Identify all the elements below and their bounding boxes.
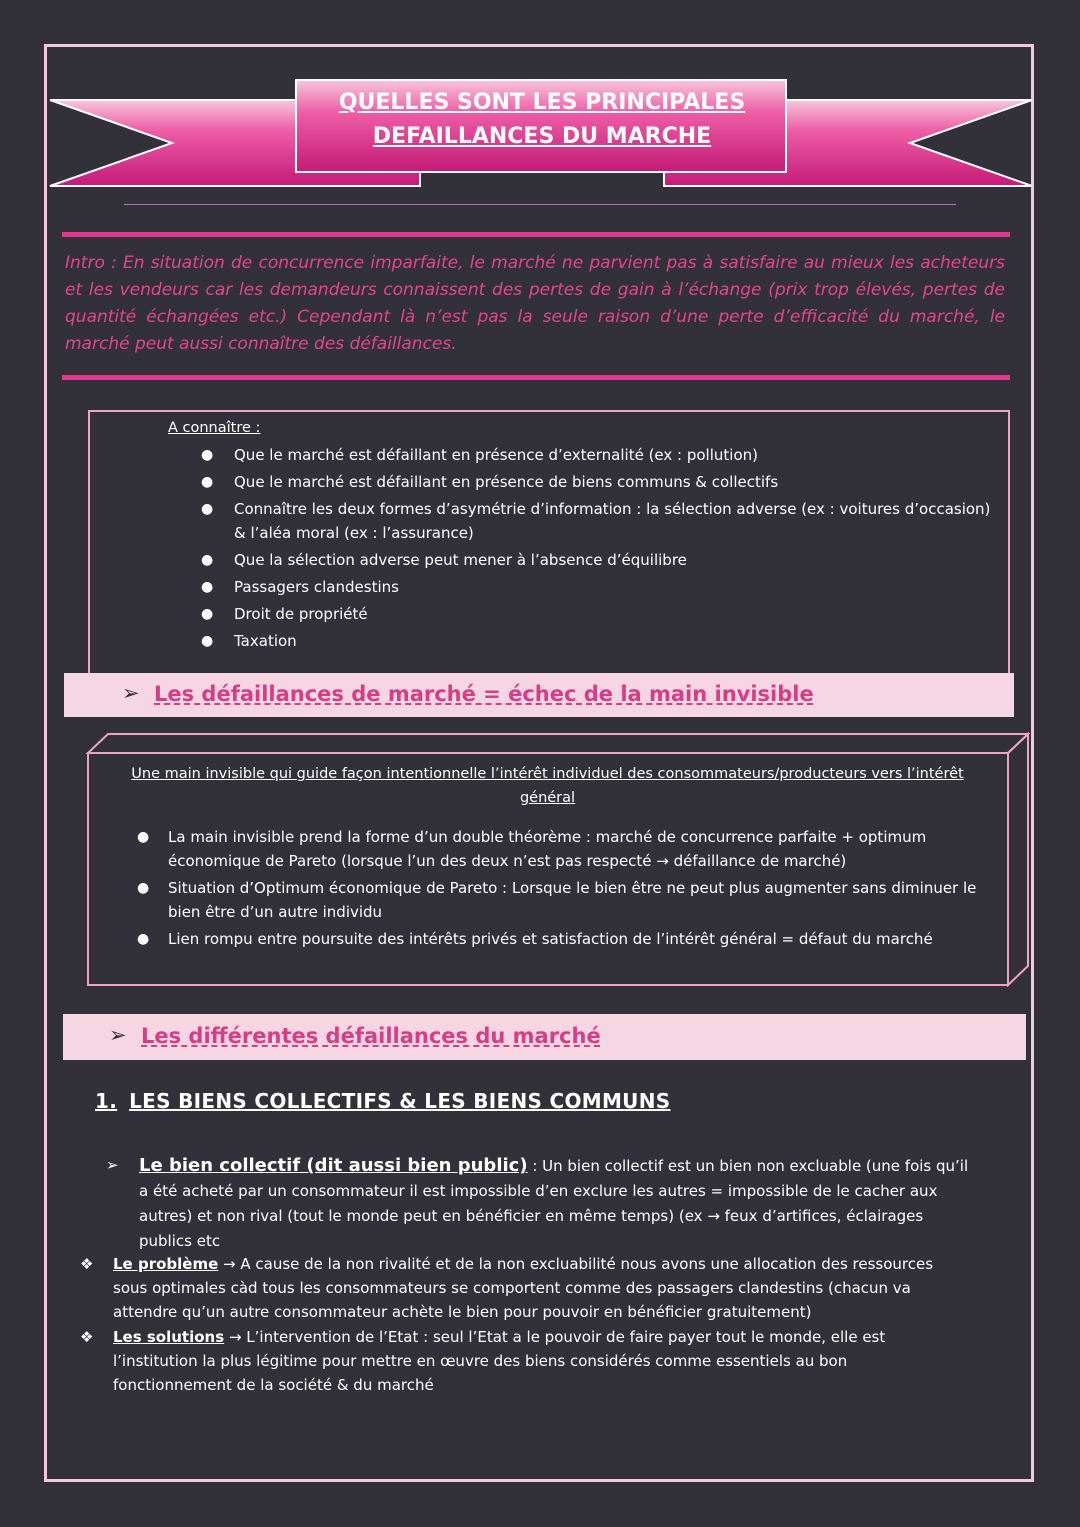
page-title: QUELLES SONT LES PRINCIPALES DEFAILLANCES DU MARCHE	[338, 90, 746, 149]
diamond-bullet-icon: ❖	[80, 1328, 94, 1346]
section-heading-label: Les différentes défaillances du marché	[141, 1024, 601, 1048]
list-item: ● Passagers clandestins	[201, 578, 399, 596]
list-item: ● Lien rompu entre poursuite des intérêts privés et satisfaction de l’intérêt général = défaut du marché	[137, 930, 933, 948]
part-title: 1. LES BIENS COLLECTIFS & LES BIENS COMMUNS	[95, 1089, 671, 1113]
diamond-bullet-icon: ❖	[80, 1255, 94, 1273]
probleme-item: ❖ Le problème → A cause de la non rivalité et de la non excluabilité nous avons une allocation des ressources sous optimales càd tous les consommateurs se comportent comme des passagers clandestins (chacun va attendre qu’un autre consommateur achète le bien pour pouvoir en bénéficier gratuitement)	[113, 1252, 969, 1324]
bien-collectif-definition: ➢ Le bien collectif (dit aussi bien public) : Un bien collectif est un bien non excluable (une fois qu’il a été acheté par un consommateur il est impossible d’en exclure les autres = impossible de le cacher aux autres) et non rival (tout le monde peut en bénéficier en même temps) (ex → feux d’artifices, éclairages publics etc	[106, 1155, 969, 1250]
intro-text: Intro : En situation de concurrence imparfaite, le marché ne parvient pas à satisfaire au mieux les acheteurs et les vendeurs car les demandeurs connaissent des pertes de gain à l’échange (prix trop élevés, pertes de quantité échangées etc.) Cependant là n’est pas la seule raison d’une perte d’efficacité du marché, le marché peut aussi connaître des défaillances.	[65, 253, 1005, 354]
section-heading-label: Les défaillances de marché = échec de la main invisible	[154, 682, 814, 706]
arrow-icon: ➢	[122, 681, 140, 705]
list-item: ● Que le marché est défaillant en présence de biens communs & collectifs	[201, 473, 779, 491]
list-item: ● Taxation	[201, 632, 297, 650]
solutions-item: ❖ Les solutions → L’intervention de l’Etat : seul l’Etat a le pouvoir de faire payer tout le monde, elle est l’institution la plus légitime pour mettre en œuvre des biens considérés comme essentiels au bon fonctionnement de la société & du marché	[113, 1325, 969, 1397]
section-heading-defaillances	[63, 1014, 1026, 1060]
list-item: ● Connaître les deux formes d’asymétrie d’information : la sélection adverse (ex : voitures d’occasion) & l’aléa moral (ex : l’assurance)	[201, 500, 991, 542]
a-connaitre-title: A connaître :	[168, 420, 261, 436]
main-invisible-title: Une main invisible qui guide façon intentionnelle l’intérêt individuel des consommateurs/producteurs vers l’intérêt général	[131, 766, 964, 806]
list-item: ● Droit de propriété	[201, 605, 368, 623]
list-item: ● La main invisible prend la forme d’un double théorème : marché de concurrence parfaite + optimum économique de Pareto (lorsque l’un des deux n’est pas respecté → défaillance de marché)	[137, 828, 927, 870]
arrow-icon: ➢	[109, 1023, 127, 1047]
arrow-icon: ➢	[106, 1156, 119, 1174]
list-item: ● Situation d’Optimum économique de Pareto : Lorsque le bien être ne peut plus augmenter sans diminuer le bien être d’un autre individu	[137, 879, 977, 921]
main-invisible-list	[137, 825, 988, 954]
list-item: ● Que le marché est défaillant en présence d’externalité (ex : pollution)	[201, 446, 758, 464]
list-item: ● Que la sélection adverse peut mener à l’absence d’équilibre	[201, 551, 687, 569]
